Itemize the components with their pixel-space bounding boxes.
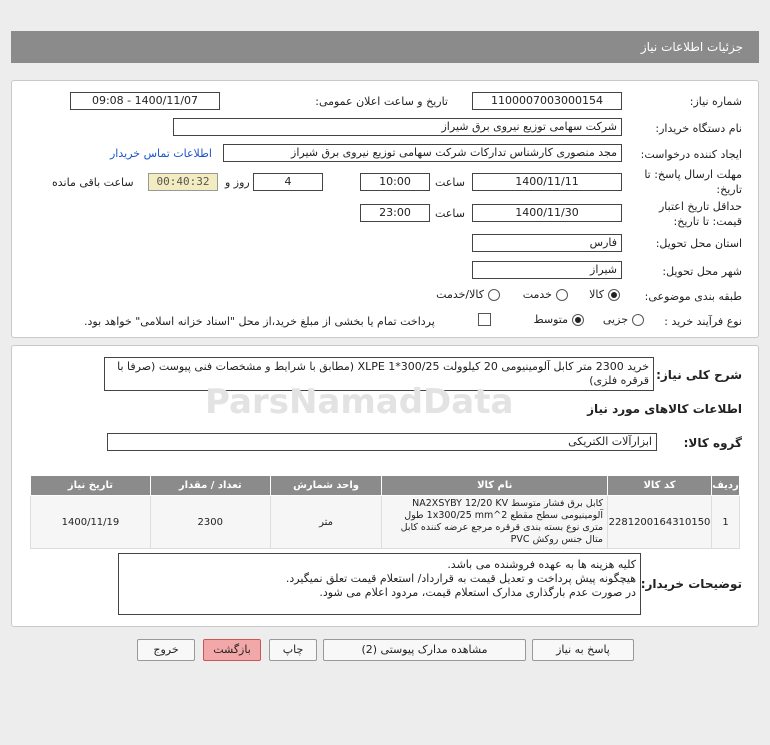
price-validity-hour-field: 23:00 — [360, 204, 430, 222]
reply-deadline-label: مهلت ارسال پاسخ: تا تاریخ: — [644, 168, 742, 196]
cell-name: کابل برق فشار متوسط NA2XSYBY 12/20 KV آلومینیومی سطح مقطع 2^1x300/25 mm طول متری نوع بسته بندی قرقره مرجع عرضه کننده کابل متال جنس روکش PVC — [382, 496, 608, 549]
goods-table — [30, 475, 740, 549]
col-name: نام کالا — [382, 476, 608, 496]
summary-label: شرح کلی نیاز: — [656, 368, 742, 382]
col-unit: واحد شمارش — [270, 476, 382, 496]
need-number-field: 1100007003000154 — [472, 92, 622, 110]
watermark-brand: ParsNamadData — [205, 382, 514, 422]
process-option-medium[interactable] — [533, 313, 584, 326]
reply-hour-label: ساعت — [435, 176, 465, 189]
price-validity-label: حداقل تاریخ اعتبار قیمت: تا تاریخ: — [658, 200, 742, 228]
need-number-label: شماره نیاز: — [689, 95, 742, 108]
print-button[interactable]: چاپ — [269, 639, 317, 661]
col-date: تاریخ نیاز — [31, 476, 151, 496]
city-label: شهر محل تحویل: — [662, 265, 742, 278]
goods-table-wrap — [30, 475, 740, 549]
announce-datetime-field: 1400/11/07 - 09:08 — [70, 92, 220, 110]
buyer-contact-link[interactable]: اطلاعات تماس خریدار — [110, 147, 212, 160]
remaining-days-field: 4 — [253, 173, 323, 191]
cell-qty: 2300 — [150, 496, 270, 549]
buyer-org-label: نام دستگاه خریدار: — [655, 122, 742, 135]
category-goods-service-radio[interactable] — [488, 289, 500, 301]
treasury-checkbox[interactable] — [478, 313, 491, 326]
col-row: ردیف — [712, 476, 740, 496]
buyer-note-line: کلیه هزینه ها به عهده فروشنده می باشد. — [447, 558, 636, 571]
reply-hour-field: 10:00 — [360, 173, 430, 191]
remaining-time-field: 00:40:32 — [148, 173, 218, 191]
category-label: طبقه بندی موضوعی: — [644, 290, 742, 303]
price-validity-date-field: 1400/11/30 — [472, 204, 622, 222]
category-service-label: خدمت — [522, 288, 552, 301]
cell-code: 2281200164310150 — [608, 496, 712, 549]
view-attachments-button[interactable]: مشاهده مدارک پیوستی (2) — [323, 639, 526, 661]
back-button[interactable]: بازگشت — [203, 639, 261, 661]
exit-button[interactable]: خروج — [137, 639, 195, 661]
buyer-notes-label: توضیحات خریدار: — [640, 577, 742, 591]
summary-field: خرید 2300 متر کابل آلومینیومی 20 کیلوولت XLPE 1*300/25 (مطابق با شرایط و مشخصات فنی پیوست (صرفا با قرقره فلزی) — [104, 357, 654, 391]
process-minor-label: جزیی — [602, 313, 628, 326]
days-label: روز و — [225, 176, 250, 189]
price-hour-label: ساعت — [435, 207, 465, 220]
city-field: شیراز — [472, 261, 622, 279]
goods-section-title: اطلاعات کالاهای مورد نیاز — [587, 402, 742, 416]
goods-table-header — [31, 476, 740, 496]
province-label: استان محل تحویل: — [655, 237, 742, 250]
process-type-label: نوع فرآیند خرید : — [664, 315, 742, 328]
buyer-notes-field — [118, 553, 641, 615]
table-row — [31, 496, 740, 549]
category-option-service[interactable] — [523, 288, 568, 301]
category-goods-service-label: کالا/خدمت — [436, 288, 484, 301]
cell-date: 1400/11/19 — [31, 496, 151, 549]
treasury-note: پرداخت تمام یا بخشی از مبلغ خرید،از محل "اسناد خزانه اسلامی" خواهد بود. — [84, 315, 435, 328]
creator-label: ایجاد کننده درخواست: — [640, 148, 742, 161]
buyer-note-line: هیچگونه پیش پرداخت و تعدیل قیمت به قرارداد/ استعلام قیمت تعلق نمیگیرد. — [285, 572, 636, 585]
province-field: فارس — [472, 234, 622, 252]
process-medium-label: متوسط — [533, 313, 568, 326]
col-qty: تعداد / مقدار — [150, 476, 270, 496]
process-minor-radio[interactable] — [632, 314, 644, 326]
reply-date-field: 1400/11/11 — [472, 173, 622, 191]
col-code: کد کالا — [608, 476, 712, 496]
category-goods-label: کالا — [589, 288, 604, 301]
remaining-time-label: ساعت باقی مانده — [52, 176, 134, 189]
page-title: جزئیات اطلاعات نیاز — [640, 40, 743, 54]
creator-field: مجد منصوری کارشناس تدارکات شرکت سهامی توزیع نیروی برق شیراز — [223, 144, 622, 162]
cell-unit: متر — [270, 496, 382, 549]
category-service-radio[interactable] — [556, 289, 568, 301]
page-header — [11, 31, 759, 63]
category-option-goods[interactable] — [589, 288, 620, 301]
category-goods-radio[interactable] — [608, 289, 620, 301]
buyer-org-field: شرکت سهامی توزیع نیروی برق شیراز — [173, 118, 622, 136]
category-option-goods-service[interactable] — [436, 288, 500, 301]
cell-row: 1 — [712, 496, 740, 549]
process-option-minor[interactable] — [603, 313, 644, 326]
announce-label: تاریخ و ساعت اعلان عمومی: — [315, 95, 448, 108]
goods-group-field: ابزارآلات الکتریکی — [107, 433, 657, 451]
process-medium-radio[interactable] — [572, 314, 584, 326]
reply-button[interactable]: پاسخ به نیاز — [532, 639, 634, 661]
goods-group-label: گروه کالا: — [683, 436, 742, 450]
buyer-note-line: در صورت عدم بارگذاری مدارک استعلام قیمت، مردود اعلام می شود. — [319, 586, 636, 599]
